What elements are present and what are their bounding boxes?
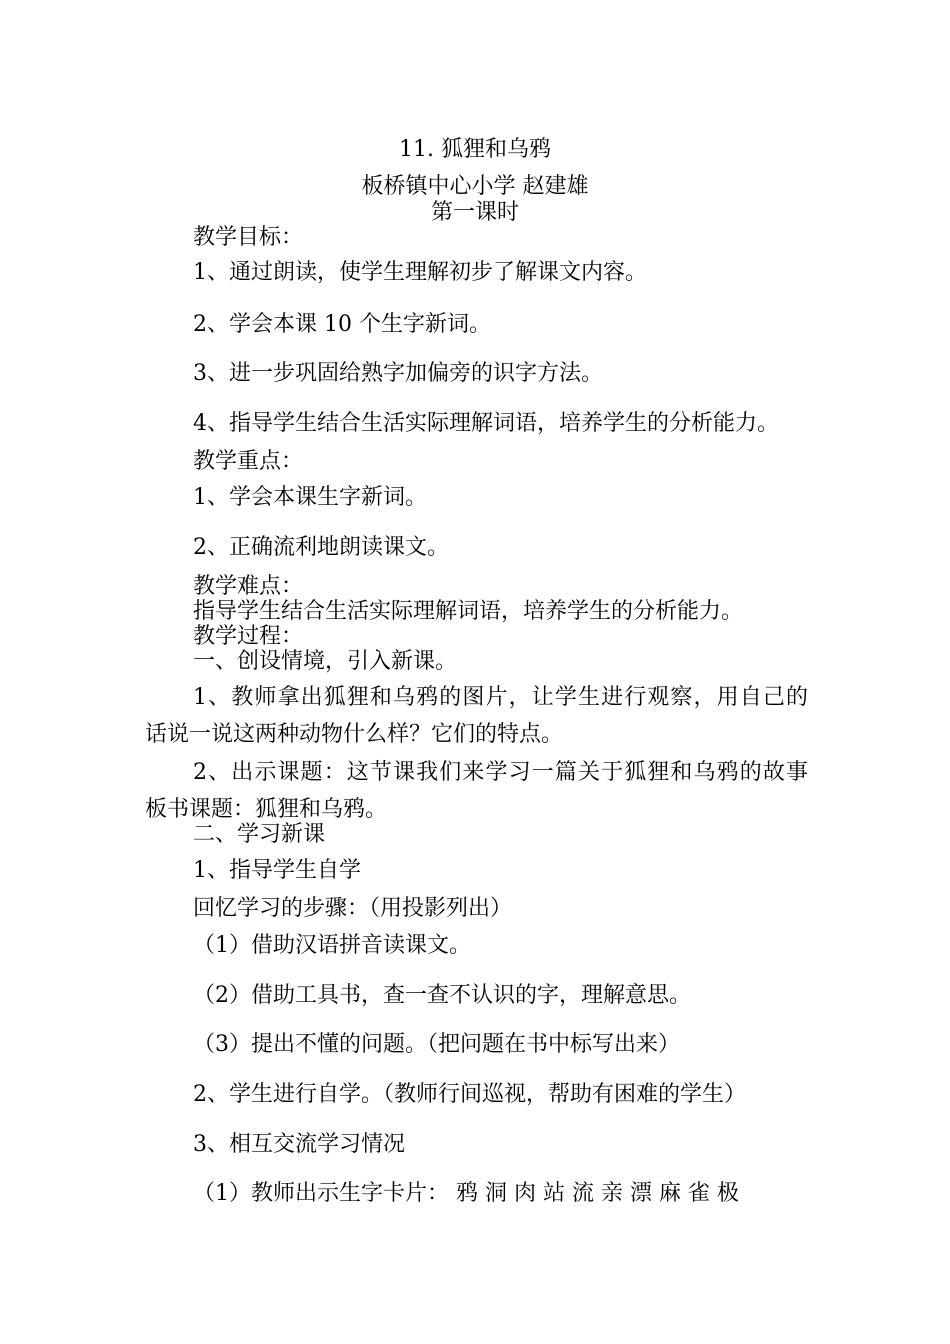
part1-heading: 一、创设情境，引入新课。 (193, 649, 458, 674)
doc-author: 板桥镇中心小学 赵建雄 (361, 174, 589, 199)
paragraph-line: 2、出示课题：这节课我们来学习一篇关于狐狸和乌鸦的故事 (193, 760, 808, 785)
key-heading: 教学重点： (193, 449, 304, 474)
paragraph-line: 话说一说这两种动物什么样？它们的特点。 (145, 722, 564, 747)
goals-heading: 教学目标： (193, 225, 304, 250)
goal-item: 1、通过朗读，使学生理解初步了解课文内容。 (193, 260, 647, 285)
process-heading: 教学过程： (193, 624, 304, 649)
sub-step-item: （1）借助汉语拼音读课文。 (193, 933, 471, 958)
paragraph-line: 1、教师拿出狐狸和乌鸦的图片，让学生进行观察，用自己的 (193, 685, 808, 710)
step-item: 1、指导学生自学 (193, 858, 361, 883)
step-item: 3、相互交流学习情况 (193, 1132, 405, 1157)
sub-step-item: （2）借助工具书，查一查不认识的字，理解意思。 (193, 983, 691, 1008)
character-cards-line: （1）教师出示生字卡片： 鸦 洞 肉 站 流 亲 漂 麻 雀 极 (193, 1181, 739, 1206)
key-point-item: 2、正确流利地朗读课文。 (193, 535, 449, 560)
step-item: 2、学生进行自学。（教师行间巡视，帮助有困难的学生） (193, 1082, 746, 1107)
difficulty-heading: 教学难点： (193, 574, 304, 599)
doc-lesson: 第一课时 (430, 200, 519, 225)
goal-item: 4、指导学生结合生活实际理解词语，培养学生的分析能力。 (193, 411, 779, 436)
goal-item: 2、学会本课 10 个生字新词。 (193, 312, 491, 337)
review-line: 回忆学习的步骤：（用投影列出） (193, 896, 513, 921)
sub-step-item: （3）提出不懂的问题。（把问题在书中标写出来） (193, 1032, 680, 1057)
doc-title: 11. 狐狸和乌鸦 (399, 137, 551, 162)
key-point-item: 1、学会本课生字新词。 (193, 485, 427, 510)
difficulty-text: 指导学生结合生活实际理解词语，培养学生的分析能力。 (193, 599, 744, 624)
part2-heading: 二、学习新课 (193, 822, 326, 847)
goal-item: 3、进一步巩固给熟字加偏旁的识字方法。 (193, 361, 603, 386)
paragraph-line: 板书课题：狐狸和乌鸦。 (145, 797, 388, 822)
